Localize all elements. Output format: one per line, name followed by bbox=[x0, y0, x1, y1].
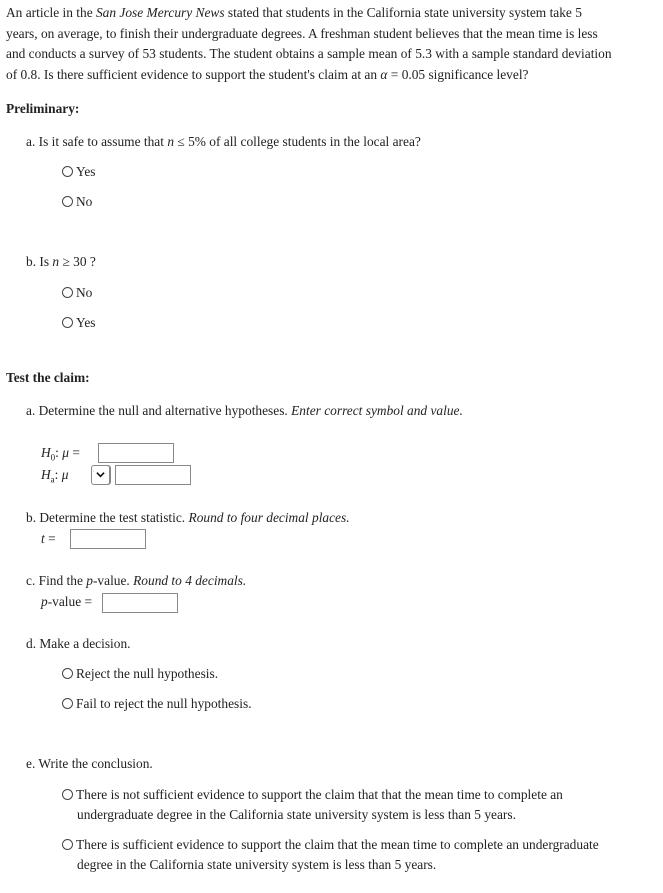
question-b-prelim: b. Is n ≥ 30 ? bbox=[26, 254, 96, 269]
problem-line-1: An article in the San Jose Mercury News stated that students in the California state university system take 5 bbox=[6, 5, 582, 20]
radio-option-yes-b[interactable]: Yes bbox=[62, 313, 95, 333]
alpha-symbol: α bbox=[380, 66, 388, 82]
test-statistic-label: t = bbox=[41, 531, 56, 546]
null-hypothesis-input[interactable] bbox=[98, 443, 174, 463]
pvalue-label: p-value = bbox=[41, 594, 93, 609]
null-hypothesis-label: $H_0$: μ = bbox=[41, 445, 80, 463]
radio-circle-icon[interactable] bbox=[62, 317, 73, 328]
radio-option-no-a[interactable]: No bbox=[62, 192, 92, 212]
test-claim-heading: Test the claim: bbox=[6, 370, 90, 385]
radio-circle-icon[interactable] bbox=[62, 287, 73, 298]
question-a-prelim: a. Is it safe to assume that n ≤ 5% of all college students in the local area? bbox=[26, 134, 421, 149]
test-statistic-input[interactable] bbox=[70, 529, 146, 549]
source-title: San Jose Mercury News bbox=[95, 5, 225, 20]
radio-circle-icon[interactable] bbox=[62, 698, 73, 709]
hint-text: Round to four decimal places. bbox=[188, 510, 350, 525]
problem-line-2: years, on average, to finish their undergraduate degrees. A freshman student believes that the mean time is less bbox=[6, 25, 598, 41]
pvalue-input[interactable] bbox=[102, 593, 178, 613]
question-d-decision: d. Make a decision. bbox=[26, 636, 131, 651]
problem-line-4: of 0.8. Is there sufficient evidence to support the student's claim at an α = 0.05 significance level? bbox=[6, 66, 529, 82]
radio-circle-icon[interactable] bbox=[62, 166, 73, 177]
alpha-value: 0.05 bbox=[401, 66, 426, 82]
preliminary-heading: Preliminary: bbox=[6, 101, 80, 116]
question-a-hypotheses: a. Determine the null and alternative hypotheses. Enter correct symbol and value. bbox=[26, 403, 463, 418]
question-e-conclusion: e. Write the conclusion. bbox=[26, 756, 153, 771]
radio-option-fail-to-reject[interactable]: Fail to reject the null hypothesis. bbox=[62, 694, 252, 714]
problem-line-3: and conducts a survey of 53 students. The student obtains a sample mean of 5.3 with a sample standard deviation bbox=[6, 46, 612, 61]
radio-circle-icon[interactable] bbox=[62, 839, 73, 850]
alt-hypothesis-label: $H_a$: μ bbox=[41, 467, 69, 485]
alt-hypothesis-input[interactable] bbox=[115, 465, 191, 485]
radio-option-not-sufficient[interactable]: There is not sufficient evidence to support the claim that that the mean time to complete an undergraduate degree in the California state university system is less than 5 years. bbox=[62, 785, 652, 825]
chevron-down-icon[interactable] bbox=[96, 470, 105, 479]
radio-circle-icon[interactable] bbox=[62, 668, 73, 679]
radio-option-reject[interactable]: Reject the null hypothesis. bbox=[62, 664, 218, 684]
problem-statement bbox=[6, 3, 660, 85]
radio-option-sufficient[interactable]: There is sufficient evidence to support the claim that the mean time to complete an undergraduate degree in the California state university system is less than 5 years. bbox=[62, 835, 652, 875]
radio-circle-icon[interactable] bbox=[62, 789, 73, 800]
hint-text: Enter correct symbol and value. bbox=[291, 403, 463, 418]
select-chevron-area[interactable] bbox=[94, 465, 110, 485]
radio-circle-icon[interactable] bbox=[62, 196, 73, 207]
hint-text: Round to 4 decimals. bbox=[133, 573, 247, 588]
question-c-pvalue: c. Find the p-value. Round to 4 decimals. bbox=[26, 573, 247, 588]
question-b-test-statistic: b. Determine the test statistic. Round to four decimal places. bbox=[26, 510, 350, 525]
radio-option-yes-a[interactable]: Yes bbox=[62, 162, 95, 182]
radio-option-no-b[interactable]: No bbox=[62, 283, 92, 303]
